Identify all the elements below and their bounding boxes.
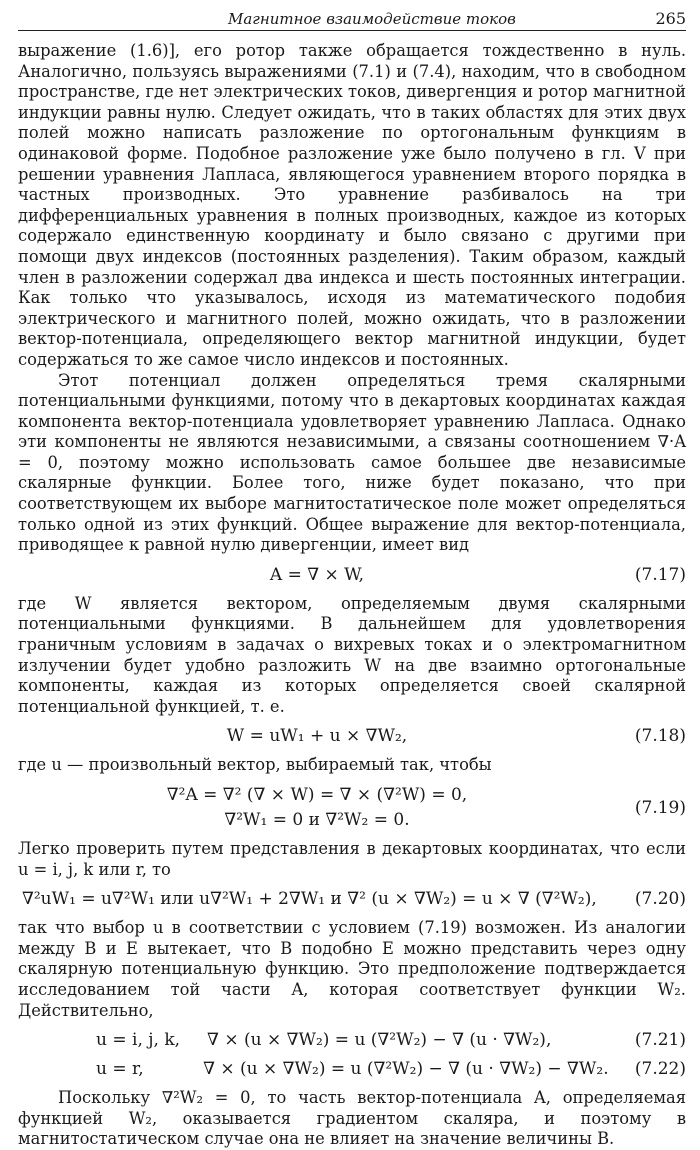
paragraph-2: Этот потенциал должен определяться тремя скалярными потенциальными функциями, потому что в декартовых координатах каждая компонента вектор-потенциала удовлетворяет уравнению Лапласа. Однако эти компоненты не являются независимыми, а связаны соотношением ∇·A = 0, поэтому можно использовать самое большее две независимые скалярные функции. Более того, ниже будет показано, что при соответствующем их выборе магнитостатическое поле может определяться только одной из этих функций. Общее выражение для вектор-потенциала, приводящее к равной нулю дивергенции, имеет вид: [18, 370, 686, 555]
page-number: 265: [655, 9, 686, 28]
paragraph-6: так что выбор u в соответствии с условием (7.19) возможен. Из аналогии между B и E вытекает, что B подобно E можно представить через одну скалярную потенциальную функцию. Это предположение подтверждается исследованием той части A, которая соответствует функции W₂. Действительно,: [18, 918, 686, 1020]
equation-7-22-expr: u = r, ∇ × (u × ∇W₂) = u (∇²W₂) − ∇ (u · ∇W₂) − ∇W₂.: [96, 1059, 609, 1080]
equation-7-18-number: (7.18): [634, 726, 686, 747]
running-title: Магнитное взаимодействие токов: [228, 10, 516, 28]
equation-7-17: [18, 565, 686, 585]
paragraph-4: где u — произвольный вектор, выбираемый так, чтобы: [18, 755, 492, 775]
equation-7-21-expr: u = i, j, k, ∇ × (u × ∇W₂) = u (∇²W₂) − ∇ (u · ∇W₂),: [96, 1030, 552, 1051]
equation-7-21: [18, 1030, 686, 1050]
equation-7-20-number: (7.20): [634, 889, 686, 910]
page-body: [18, 41, 686, 1150]
running-head: [18, 9, 686, 31]
equation-7-17-expr: A = ∇ × W,: [269, 564, 365, 585]
equation-7-19-line-1: ∇²A = ∇² (∇ × W) = ∇ × (∇²W) = 0,: [166, 785, 468, 805]
equation-7-21-number: (7.21): [634, 1030, 686, 1051]
paragraph-5: Легко проверить путем представления в декартовых координатах, что если u = i, j, k или r, то: [18, 839, 686, 879]
equation-7-19: [18, 785, 686, 830]
equation-7-19-number: (7.19): [634, 797, 686, 818]
equation-7-22: [18, 1059, 686, 1079]
equation-7-22-number: (7.22): [634, 1059, 686, 1080]
equation-7-20-expr: ∇²uW₁ = u∇²W₁ или u∇²W₁ + 2∇W₁ и ∇² (u × ∇W₂) = u × ∇ (∇²W₂),: [22, 889, 597, 910]
equation-7-19-line-2: ∇²W₁ = 0 и ∇²W₂ = 0.: [224, 810, 410, 830]
equation-7-18-expr: W = uW₁ + u × ∇W₂,: [226, 726, 408, 747]
equation-7-20: [18, 889, 686, 909]
paragraph-3: где W является вектором, определяемым двумя скалярными потенциальными функциями. В дальнейшем для удовлетворения граничным условиям в задачах о вихревых токах и о электромагнитном излучении будет удобно разложить W на две взаимно ортогональные компоненты, каждая из которых определяется своей скалярной потенциальной функцией, т. е.: [18, 593, 686, 716]
paragraph-1: выражение (1.6)], его ротор также обращается тождественно в нуль. Аналогично, пользуясь выражениями (7.1) и (7.4), находим, что в свободном пространстве, где нет электрических токов, дивергенция и ротор магнитной индукции равны нулю. Следует ожидать, что в таких областях для этих двух полей можно написать разложение по ортогональным функциям в одинаковой форме. Подобное разложение уже было получено в гл. V при решении уравнения Лапласа, являющегося уравнением второго порядка в частных производных. Это уравнение разбивалось на три дифференциальных уравнения в полных производных, каждое из которых содержало единственную координату и было связано с другими при помощи двух индексов (постоянных разделения). Таким образом, каждый член в разложении содержал два индекса и шесть постоянных интеграции. Как только что указывалось, исходя из математического подобия электрического и магнитного полей, можно ожидать, что в разложении вектор-потенциала, определяющего вектор магнитной индукции, будет содержаться то же самое число индексов и постоянных.: [18, 41, 686, 369]
equation-7-18: [18, 726, 686, 746]
equation-7-17-number: (7.17): [634, 564, 686, 585]
paragraph-7: Поскольку ∇²W₂ = 0, то часть вектор-потенциала A, определяемая функцией W₂, оказывается градиентом скаляра, и поэтому в магнитостатическом случае она не влияет на значение величины B.: [18, 1088, 686, 1149]
